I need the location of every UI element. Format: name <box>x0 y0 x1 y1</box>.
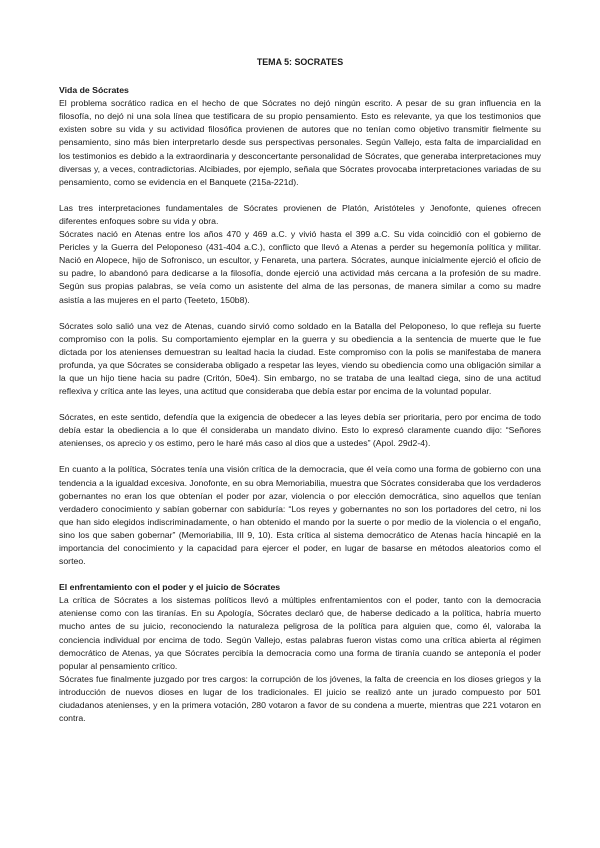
paragraph: Sócrates fue finalmente juzgado por tres cargos: la corrupción de los jóvenes, la falta de creencia en los dioses griegos y la introducción de nuevos dioses en lugar de los tradicionales. El juicio se realizó ante un jurado compuesto por 501 ciudadanos atenienses, y en la primera votación, 280 votaron a favor de su condena a muerte, mientras que 221 votaron en contra. <box>59 673 541 724</box>
section-heading-juicio: El enfrentamiento con el poder y el juicio de Sócrates <box>59 582 281 593</box>
section-heading-vida: Vida de Sócrates <box>59 85 129 96</box>
paragraph: Sócrates solo salió una vez de Atenas, cuando sirvió como soldado en la Batalla del Peloponeso, lo que refleja su fuerte compromiso con la polis. Su comportamiento ejemplar en la guerra y su obediencia a la sentencia de muerte que le fue dictada por los atenienses demuestran su lealtad hacia la ciudad. Este compromiso con la polis se manifestaba de manera profunda, ya que Sócrates se consideraba obligado a respetar las leyes, viendo su obediencia como una obligación similar a la que un hijo tiene hacia su padre (Critón, 50e4). Sin embargo, no se trataba de una lealtad ciega, sino de una actitud reflexiva y crítica ante las leyes, una actitud que consideraba que debía estar por encima de la voluntad popular. <box>59 320 541 397</box>
paragraph: Las tres interpretaciones fundamentales de Sócrates provienen de Platón, Aristóteles y Jenofonte, quienes ofrecen diferentes enfoques sobre su vida y obra. <box>59 202 541 226</box>
page-title: TEMA 5: SOCRATES <box>256 57 344 67</box>
paragraph: La crítica de Sócrates a los sistemas políticos llevó a múltiples enfrentamientos con el poder, tanto con la democracia ateniense como con las tiranías. En su Apología, Sócrates declaró que, de haberse dedicado a la política, habría muerto mucho antes de su juicio, reconociendo la naturaleza peligrosa de la política para alguien que, como él, valoraba la conciencia individual por encima de todo. Según Vallejo, estas palabras fueron vistas como una crítica abierta al régimen democrático de Atenas, ya que Sócrates percibía la democracia como una forma de tiranía cuando se anteponía el poder popular al pensamiento crítico. <box>59 595 541 671</box>
paragraph: El problema socrático radica en el hecho de que Sócrates no dejó ningún escrito. A pesar de su gran influencia en la filosofía, no dejó ni una sola línea que testificara de su propio pensamiento. Esto es relevante, ya que los testimonios que existen sobre su vida y su actividad filosófica provienen de autores que no tenían como objetivo transmitir fielmente su pensamiento, sino más bien interpretarlo desde sus perspectivas personales. Según Vallejo, esta falta de imparcialidad en los testimonios es debido a la extraordinaria y desconcertante personalidad de Sócrates, que generaba interpretaciones muy diversas y, a veces, contradictorias. Alcibiades, por ejemplo, señala que Sócrates provocaba interpretaciones variadas de su pensamiento, como se evidencia en el Banquete (215a-221d). <box>59 98 541 187</box>
document-page <box>59 56 541 725</box>
paragraph: Sócrates nació en Atenas entre los años 470 y 469 a.C. y vivió hasta el 399 a.C. Su vida coincidió con el gobierno de Pericles y la Guerra del Peloponeso (431-404 a.C.), conflicto que llevó a Atenas a perder su hegemonía política y militar. Nació en Alopece, hijo de Sofronisco, un escultor, y Fenareta, una partera. Sócrates, aunque inicialmente ejerció el oficio de su padre, lo abandonó para dedicarse a la filosofía, donde ejerció una actividad más cercana a la profesión de su madre. Según sus propias palabras, se veía como un asistente del alma de las personas, de manera similar a como su madre asistía a las mujeres en el parto (Teeteto, 150b8). <box>59 229 541 305</box>
paragraph: En cuanto a la política, Sócrates tenía una visión crítica de la democracia, que él veía como una forma de gobierno con una tendencia a la igualdad excesiva. Jonofonte, en su obra Memoriabilia, muestra que Sócrates consideraba que los verdaderos gobernantes no eran los que obtenían el poder por azar, violencia o por elección democrática, sino aquellos que tenían verdadero conocimiento y sabían gobernar con sabiduría: “Los reyes y gobernantes no son los portadores del cetro, ni los que han sido elegidos indiscriminadamente, o han obtenido el mando por la suerte o por medio de la violencia o el engaño, sino los que saben gobernar” (Memoriabilia, III 9, 10). Esta crítica al sistema democrático de Atenas hacía hincapié en la importancia del conocimiento y la capacidad para ejercer el poder, en lugar de basarse en métodos aleatorios como el sorteo. <box>59 464 541 567</box>
paragraph: Sócrates, en este sentido, defendía que la exigencia de obedecer a las leyes debía ser prioritaria, pero por encima de todo debía estar la obediencia a lo que él consideraba un mandato divino. Esto lo expresó claramente cuando dijo: “Señores atenienses, os aprecio y os estimo, pero le haré más caso al dios que a ustedes” (Apol. 29d2-4). <box>59 412 541 449</box>
